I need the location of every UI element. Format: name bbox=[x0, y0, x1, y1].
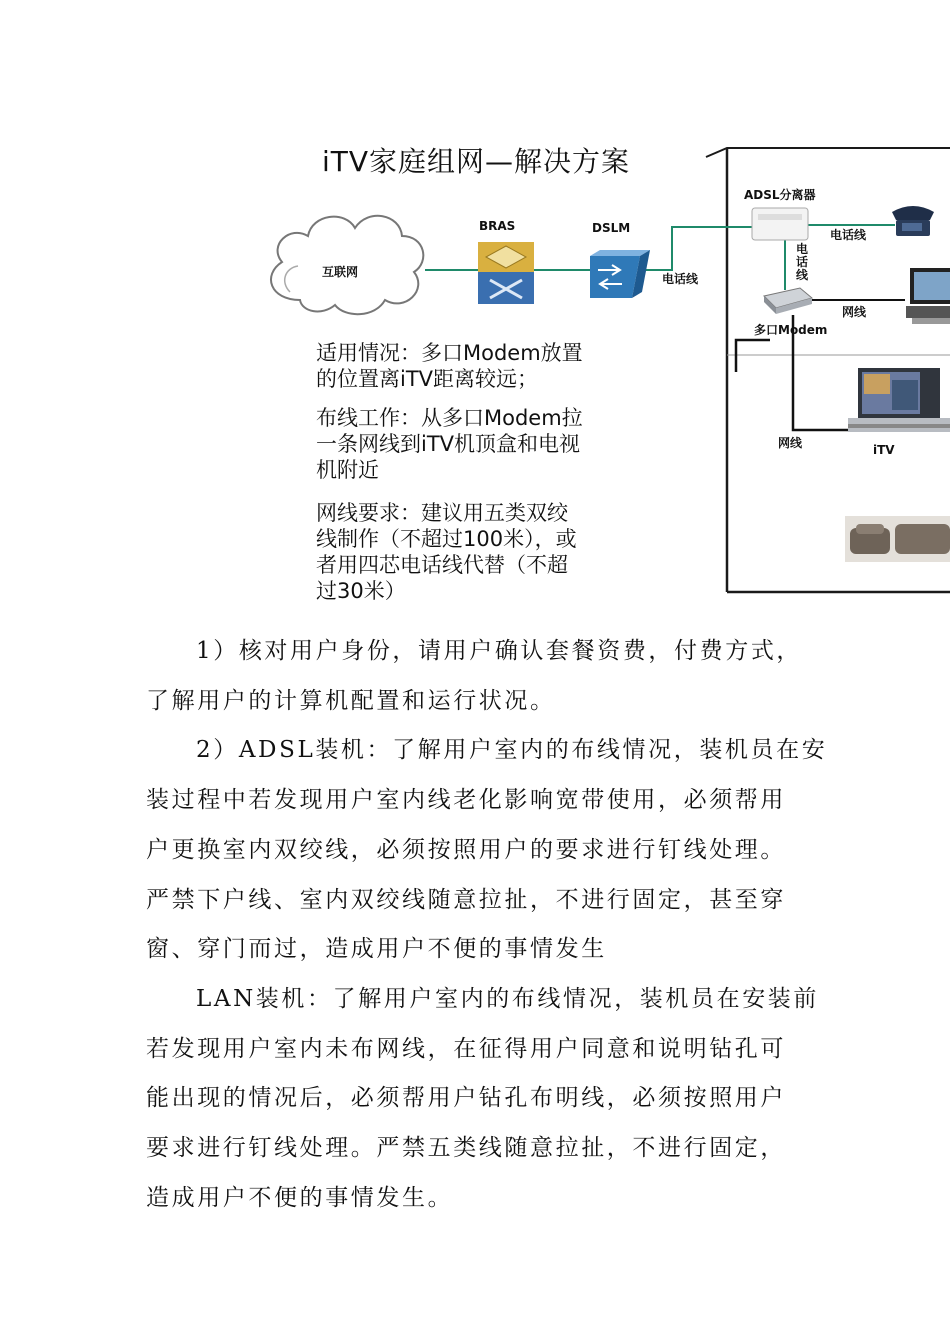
paragraph-line: 1）核对用户身份，请用户确认套餐资费，付费方式， bbox=[196, 638, 803, 664]
itv-network-diagram bbox=[0, 0, 950, 603]
paragraph-line: 若发现用户室内未布网线，在征得用户同意和说明钻孔可 bbox=[146, 1035, 786, 1062]
dslm-to-splitter-line bbox=[640, 227, 752, 270]
diagram-title: iTV家庭组网—解决方案 bbox=[322, 145, 631, 178]
paragraph-line: 了解用户的计算机配置和运行状况。 bbox=[146, 687, 556, 714]
internet-label: 互联网 bbox=[322, 265, 359, 279]
phone-line-label-1: 电话线 bbox=[662, 272, 699, 286]
note-wiring: 布线工作：从多口Modem拉 一条网线到iTV机顶盒和电视 机附近 bbox=[316, 406, 583, 482]
house-outline bbox=[706, 148, 950, 157]
pc-icon bbox=[906, 268, 950, 324]
phone-line-label-2: 电话线 bbox=[830, 228, 867, 242]
sofa-image bbox=[845, 516, 950, 562]
bras-router-icon bbox=[478, 242, 534, 304]
note-applicable: 适用情况：多口Modem放置 的位置离iTV距离较远； bbox=[316, 341, 583, 391]
bras-label: BRAS bbox=[479, 219, 516, 233]
paragraph-line: 装过程中若发现用户室内线老化影响宽带使用，必须帮用 bbox=[146, 787, 786, 814]
paragraph-line: LAN装机：了解用户室内的布线情况，装机员在安装前 bbox=[196, 985, 820, 1012]
modem-label: 多口Modem bbox=[754, 323, 828, 337]
modem-icon bbox=[764, 288, 812, 314]
network-cable-label-1: 网线 bbox=[842, 305, 867, 319]
adsl-splitter-label: ADSL分离器 bbox=[744, 188, 816, 202]
note-cable-requirement: 网线要求：建议用五类双绞 线制作（不超过100米），或 者用四芯电话线代替（不超 过30米） bbox=[316, 501, 577, 603]
paragraph-line: 要求进行钉线处理。严禁五类线随意拉扯，不进行固定， bbox=[146, 1135, 786, 1162]
dslm-label: DSLM bbox=[592, 221, 631, 235]
itv-label: iTV bbox=[873, 443, 895, 457]
telephone-icon bbox=[892, 206, 934, 236]
installation-instructions bbox=[146, 627, 828, 1223]
paragraph-line: 严禁下户线、室内双绞线随意拉扯，不进行固定，甚至穿 bbox=[146, 886, 786, 913]
modem-house-cable bbox=[736, 340, 770, 372]
paragraph-line: 能出现的情况后，必须帮用户钻孔布明线，必须按照用户 bbox=[146, 1085, 786, 1112]
adsl-splitter-icon bbox=[752, 208, 808, 240]
paragraph-line: 窗、穿门而过，造成用户不便的事情发生 bbox=[146, 936, 607, 963]
itv-tv-icon bbox=[848, 368, 950, 432]
phone-line-vertical-label: 电 话 线 bbox=[796, 242, 809, 282]
network-cable-label-2: 网线 bbox=[778, 436, 803, 450]
paragraph-line: 造成用户不便的事情发生。 bbox=[146, 1184, 454, 1211]
paragraph-line: 户更换室内双绞线，必须按照用户的要求进行钉线处理。 bbox=[146, 836, 786, 863]
paragraph-line: 2）ADSL装机：了解用户室内的布线情况，装机员在安 bbox=[196, 737, 828, 764]
dslm-switch-icon bbox=[590, 250, 650, 298]
